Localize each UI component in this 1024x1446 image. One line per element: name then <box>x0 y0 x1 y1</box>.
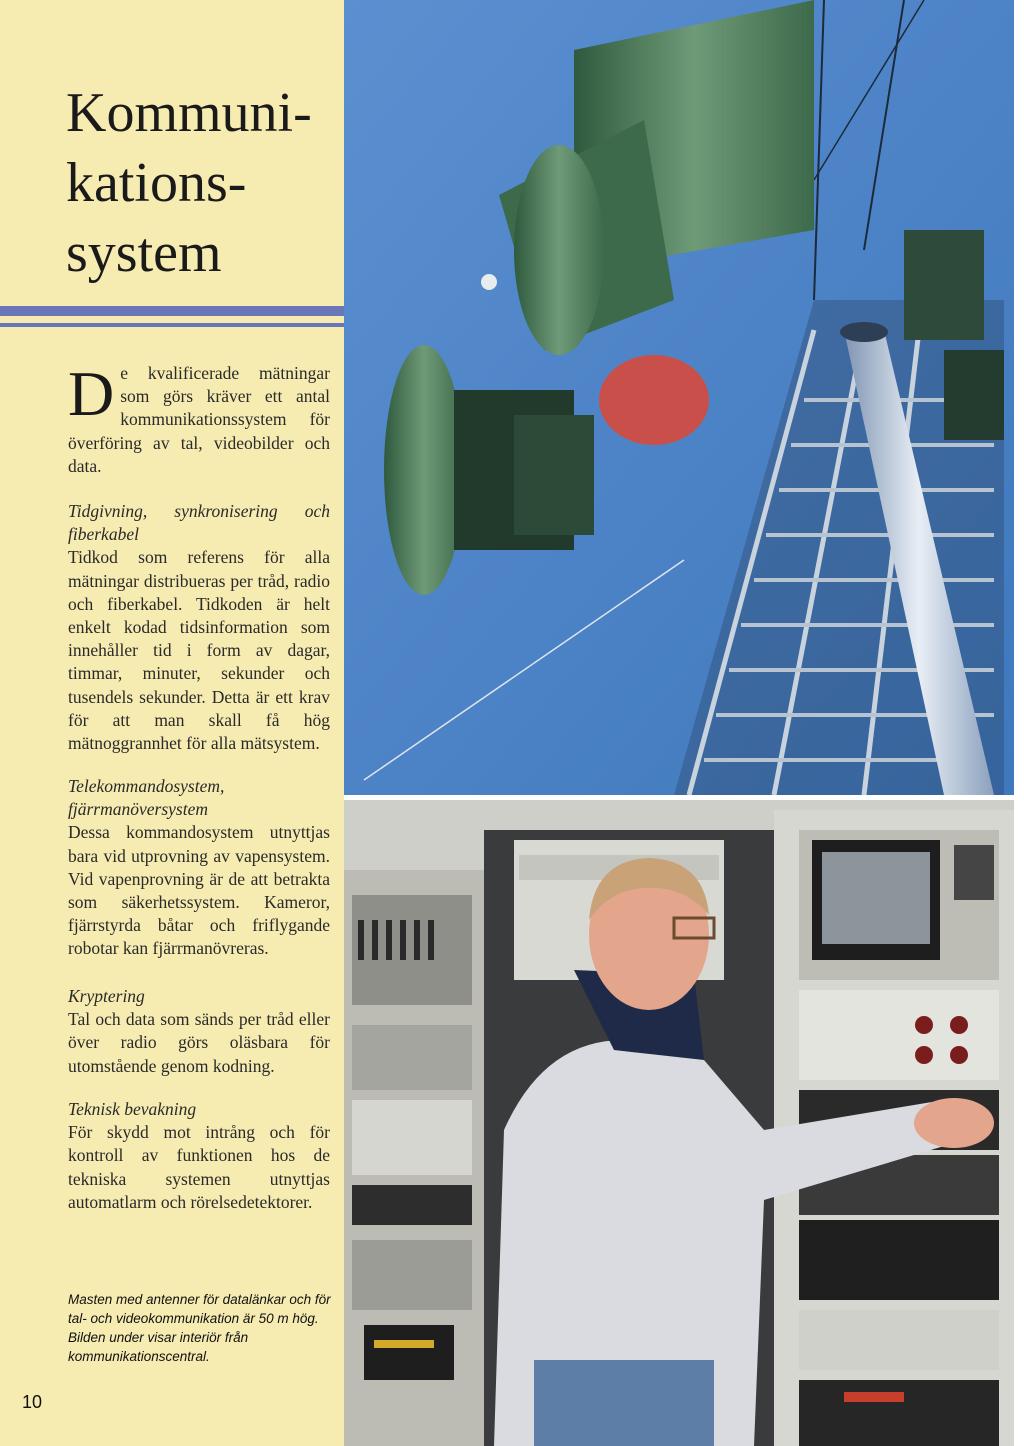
page-number: 10 <box>22 1392 43 1412</box>
communication-central-illustration <box>344 800 1014 1446</box>
antenna-mast-photo <box>344 0 1014 795</box>
antenna-mast-illustration <box>344 0 1014 795</box>
page-title <box>66 78 336 288</box>
section-body: För skydd mot intrång och för kontroll av funktionen hos de tekniska systemen utnyttjas automatlarm och rörelsedetektorer. <box>68 1122 330 1212</box>
communication-central-photo <box>344 800 1014 1446</box>
section-timing <box>68 500 330 755</box>
title-line-2: kations- <box>66 152 247 214</box>
photo-caption: Masten med antenner för datalänkar och för tal- och videokommunikation är 50 m hög. Bilden under visar interiör från kommunikationscentral. <box>68 1292 331 1364</box>
intro-text: e kvalificerade mätningar som görs kräver ett antal kommunikationssystem för överföring av tal, videobilder och data. <box>68 363 330 476</box>
section-heading: Telekommandosystem, fjärrmanöversystem <box>68 776 225 820</box>
title-line-1: Kommuni- <box>66 82 312 144</box>
drop-cap: D <box>68 358 115 429</box>
title-rule-thick <box>0 306 344 316</box>
section-encryption <box>68 985 330 1078</box>
intro-paragraph <box>68 358 330 478</box>
title-rule-thin <box>0 323 344 327</box>
section-heading: Kryptering <box>68 986 145 1006</box>
title-line-3: system <box>66 222 222 284</box>
section-body: Tidkod som referens för alla mätningar distribueras per tråd, radio och fiberkabel. Tidkoden är helt enkelt kodad tidsinformation som innehåller tid i form av dagar, timmar, minuter, sekunder och tusendels sekunder. Detta är ett krav för att man skall få hög mätnoggrannhet för alla mätsystem. <box>68 547 330 754</box>
section-body: Dessa kommandosystem utnyttjas bara vid utprovning av vapensystem. Vid vapenprovning är de att betrakta som säkerhetssystem. Kameror, fjärrstyrda båtar och friflygande robotar kan fjärrmanövreras. <box>68 822 330 959</box>
section-body: Tal och data som sänds per tråd eller över radio görs oläsbara för utomstående genom kodning. <box>68 1009 330 1076</box>
section-telecommand <box>68 775 330 961</box>
section-heading: Teknisk bevakning <box>68 1099 197 1119</box>
section-surveillance <box>68 1098 330 1214</box>
section-heading: Tidgivning, synkronisering och fiberkabel <box>68 501 330 545</box>
